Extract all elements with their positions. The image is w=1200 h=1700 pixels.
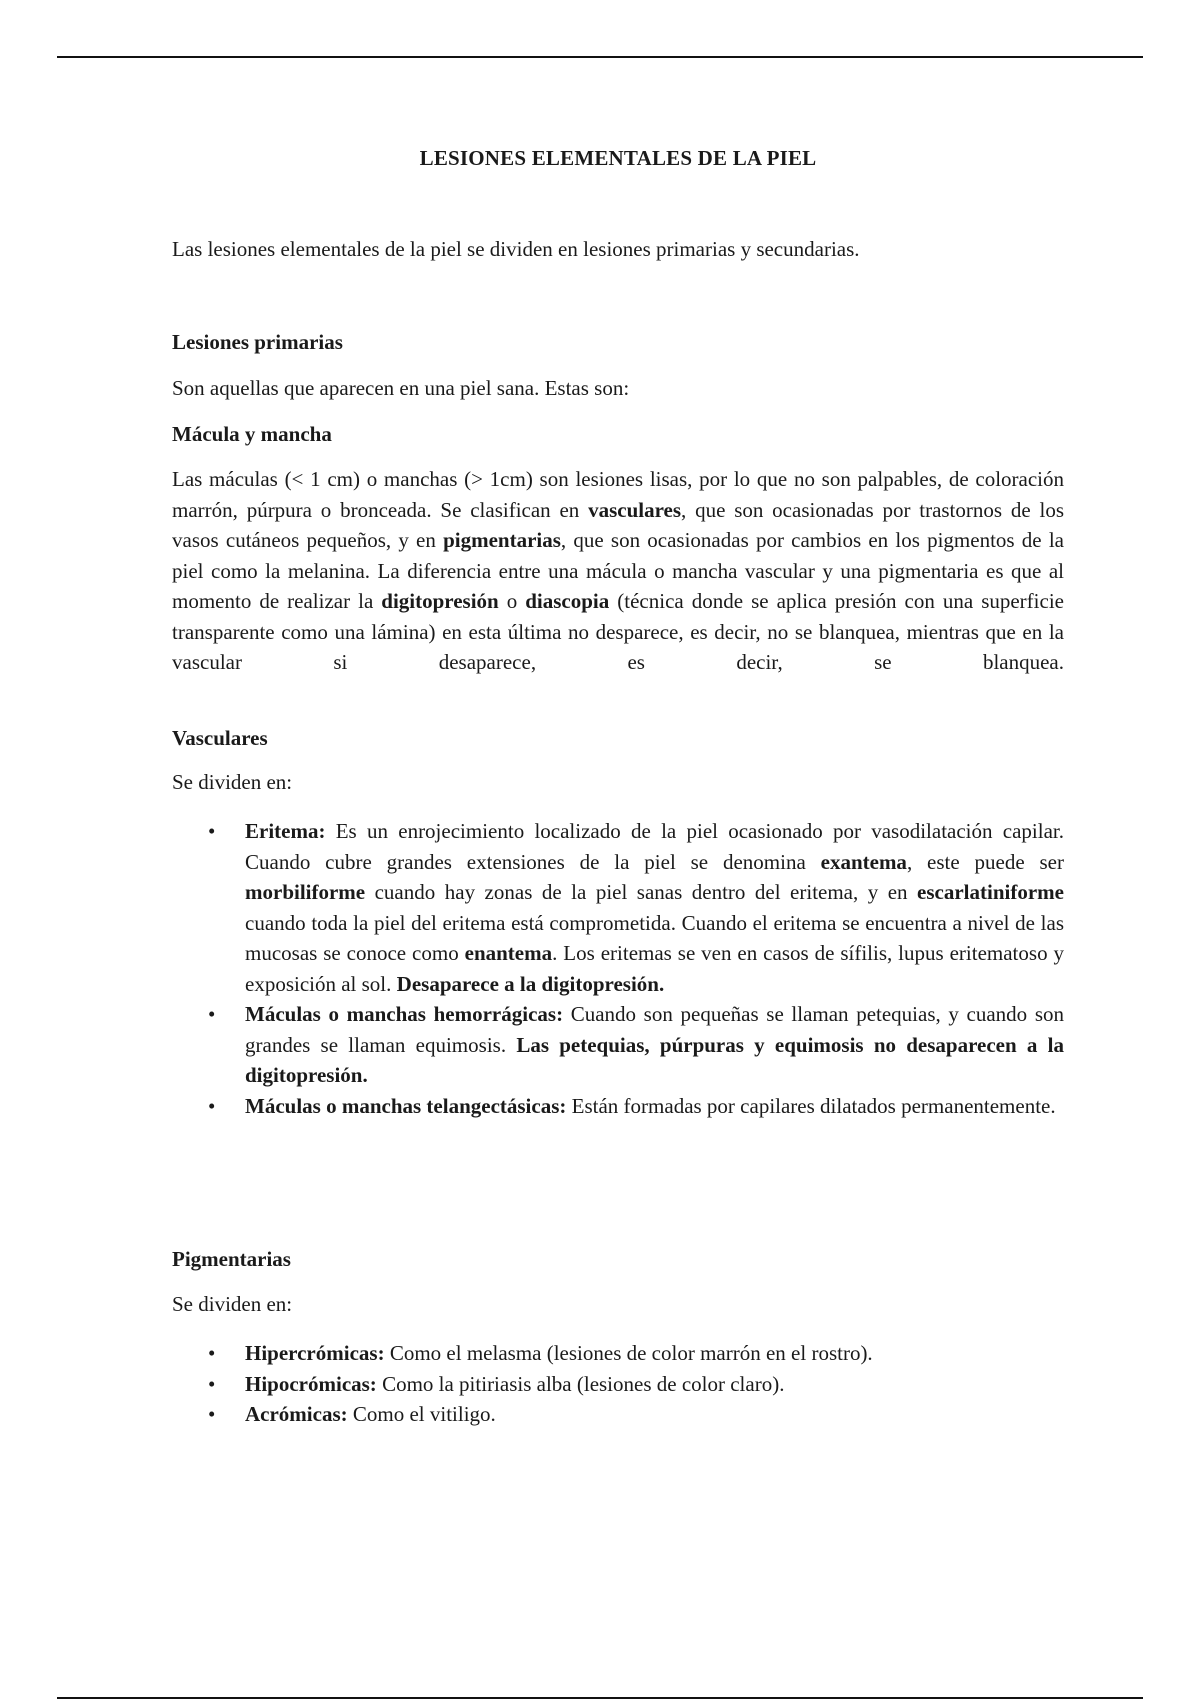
section-heading-macula: Mácula y mancha: [172, 422, 332, 446]
vasculares-text: Se dividen en:: [172, 770, 293, 794]
text-run: , que son ocasionadas por cambios en los pigmentos de la piel como la melanina. La diferencia entre una mácula o mancha vascular y una pigmentaria es que al momento de realizar la: [172, 528, 1064, 613]
top-rule: [57, 56, 1143, 58]
bottom-rule: [57, 1697, 1143, 1699]
text-run: , este puede ser: [906, 849, 1064, 874]
macula-paragraph: [172, 464, 1064, 708]
term-morbiliforme: morbiliforme: [245, 880, 366, 904]
item-label: Máculas o manchas telangectásicas:: [245, 1093, 567, 1118]
item-label: Hipocrómicas:: [245, 1371, 377, 1396]
term-pigmentarias: pigmentarias: [443, 528, 561, 552]
text-run: cuando toda la piel del eritema está comprometida. Cuando el eritema se encuentra a nivel de las mucosas se conoce como: [245, 910, 1064, 965]
emphasis-note: Desaparece a la digitopresión.: [396, 971, 665, 996]
text-run: Están formadas por capilares dilatados permanentemente.: [566, 1093, 1056, 1118]
term-exantema: exantema: [820, 849, 907, 874]
list-item: [172, 1399, 1064, 1430]
text-run: (técnica donde se aplica presión con una superficie transparente como una lámina) en esta última no desparece, es decir, no se blanquea, mientras que en la vascular si desaparece, es decir, se blanquea.: [172, 589, 1064, 674]
list-item-telangectasicas: [172, 1091, 1064, 1122]
text-run: Como la pitiriasis alba (lesiones de color claro).: [376, 1371, 785, 1396]
section-heading-pigmentarias: Pigmentarias: [172, 1247, 291, 1271]
text-run: , que son ocasionadas por trastornos de los vasos cutáneos pequeños, y en: [172, 497, 1064, 552]
pigmentarias-list: [172, 1338, 1064, 1430]
primarias-text: Son aquellas que aparecen en una piel sana. Estas son:: [172, 376, 630, 400]
emphasis-note: Las petequias, púrpuras y equimosis no desaparecen a la digitopresión.: [245, 1032, 1064, 1087]
text-run: . Los eritemas se ven en casos de sífilis, lupus eritematoso y exposición al sol.: [245, 941, 1064, 996]
term-diascopia: diascopia: [525, 589, 610, 613]
page-title: LESIONES ELEMENTALES DE LA PIEL: [419, 146, 817, 170]
text-run: Las máculas (< 1 cm) o manchas (> 1cm) son lesiones lisas, por lo que no son palpables, de coloración marrón, púrpura o bronceada. Se clasifican en: [172, 467, 1064, 522]
list-item-hemorragicas: [172, 999, 1064, 1091]
term-digitopresion: digitopresión: [381, 589, 499, 613]
section-heading-primarias: Lesiones primarias: [172, 330, 343, 354]
text-run: Como el melasma (lesiones de color marrón en el rostro).: [384, 1341, 873, 1365]
item-label: Hipercrómicas:: [245, 1341, 385, 1365]
text-run: cuando hay zonas de la piel sanas dentro del eritema, y en: [365, 880, 918, 904]
term-enantema: enantema: [464, 941, 553, 965]
item-label: Acrómicas:: [245, 1402, 348, 1426]
text-run: Como el vitiligo.: [347, 1402, 496, 1426]
list-item: [172, 1369, 1064, 1400]
list-item: [172, 1338, 1064, 1369]
pigmentarias-text: Se dividen en:: [172, 1292, 293, 1316]
item-label: Eritema:: [245, 819, 326, 843]
list-item-eritema: [172, 816, 1064, 999]
section-heading-vasculares: Vasculares: [172, 726, 268, 750]
text-run: o: [498, 589, 526, 613]
term-vasculares: vasculares: [588, 497, 682, 522]
vasculares-list: [172, 816, 1064, 1121]
text-run: Es un enrojecimiento localizado de la piel ocasionado por vasodilatación capilar. Cuando cubre grandes extensiones de la piel se denomina: [245, 819, 1064, 874]
item-label: Máculas o manchas hemorrágicas:: [245, 1002, 564, 1026]
term-escarlatiniforme: escarlatiniforme: [917, 880, 1064, 904]
intro-paragraph: Las lesiones elementales de la piel se dividen en lesiones primarias y secundarias.: [172, 237, 860, 261]
text-run: Cuando son pequeñas se llaman petequias, y cuando son grandes se llaman equimosis.: [245, 1002, 1064, 1057]
